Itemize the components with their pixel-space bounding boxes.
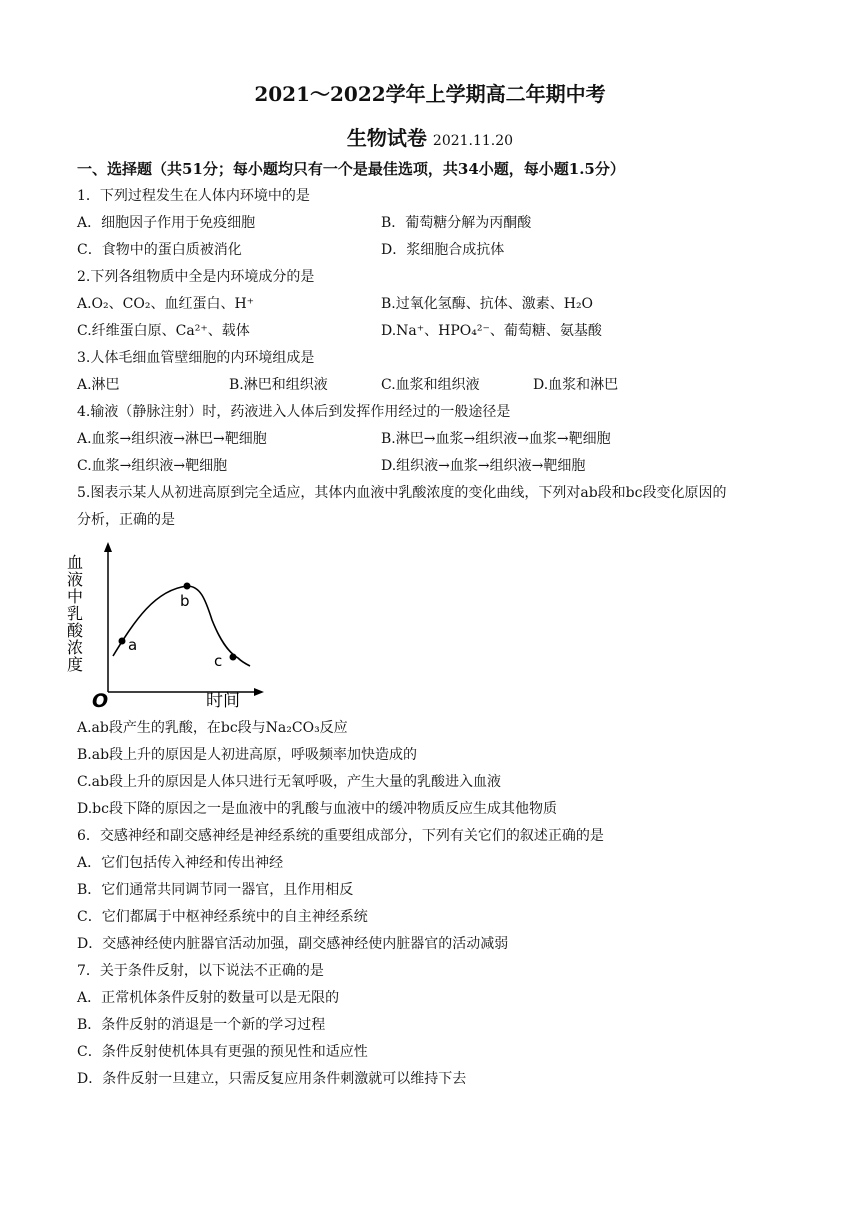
q6-option-a: A．它们包括传入神经和传出神经: [77, 855, 284, 871]
point-a-label: a: [128, 636, 138, 654]
q3-option-d: D.血浆和淋巴: [533, 377, 619, 393]
q5-stem-line1: 5.图表示某人从初进高原到完全适应，其体内血液中乳酸浓度的变化曲线，下列对ab段和bc段变化原因的: [77, 485, 727, 501]
q1-option-a: A．细胞因子作用于免疫细胞: [77, 215, 256, 231]
point-c-marker: [230, 654, 237, 661]
q1-option-c: C．食物中的蛋白质被消化: [77, 242, 242, 258]
origin-label: O: [92, 690, 109, 712]
x-axis-label: 时间: [206, 691, 240, 711]
q5-option-c: C.ab段上升的原因是人体只进行无氧呼吸，产生大量的乳酸进入血液: [77, 774, 501, 790]
y-axis-arrow: [104, 542, 112, 552]
point-c-label: c: [214, 652, 223, 670]
q1-option-d: D．浆细胞合成抗体: [381, 242, 505, 258]
point-b-marker: [184, 583, 191, 590]
q5-option-b: B.ab段上升的原因是人初进高原，呼吸频率加快造成的: [77, 747, 418, 763]
q3-stem: 3.人体毛细血管壁细胞的内环境组成是: [77, 350, 315, 366]
q6-option-d: D．交感神经使内脏器官活动加强，副交感神经使内脏器官的活动减弱: [77, 936, 509, 952]
q5-stem-line2: 分析，正确的是: [77, 512, 175, 528]
q5-option-a: A.ab段产生的乳酸，在bc段与Na₂CO₃反应: [77, 720, 348, 736]
x-axis-arrow: [254, 688, 264, 696]
exam-date: 2021.11.20: [432, 133, 514, 149]
q2-stem: 2.下列各组物质中全是内环境成分的是: [77, 269, 315, 285]
q4-stem: 4.输液（静脉注射）时，药液进入人体后到发挥作用经过的一般途径是: [77, 404, 511, 420]
subject-title: 生物试卷: [346, 126, 427, 150]
q1-option-b: B．葡萄糖分解为丙酮酸: [381, 215, 532, 231]
q2-option-d: D.Na⁺、HPO₄²⁻、葡萄糖、氨基酸: [381, 323, 602, 339]
lactate-curve-figure: [64, 540, 270, 712]
point-a-marker: [119, 638, 126, 645]
exam-title: 2021～2022学年上学期高二年期中考: [254, 82, 606, 106]
q7-option-c: C．条件反射使机体具有更强的预见性和适应性: [77, 1044, 368, 1060]
q3-option-a: A.淋巴: [77, 377, 120, 393]
q5-option-d: D.bc段下降的原因之一是血液中的乳酸与血液中的缓冲物质反应生成其他物质: [77, 801, 557, 817]
q1-stem: 1．下列过程发生在人体内环境中的是: [77, 188, 310, 204]
q4-option-c: C.血浆→组织液→靶细胞: [77, 458, 228, 474]
exam-subtitle: [0, 122, 860, 151]
q7-option-b: B．条件反射的消退是一个新的学习过程: [77, 1017, 326, 1033]
q7-stem: 7．关于条件反射，以下说法不正确的是: [77, 963, 324, 979]
q7-option-a: A．正常机体条件反射的数量可以是无限的: [77, 990, 340, 1006]
y-axis-label: 血液中乳酸浓度: [64, 554, 84, 673]
q4-option-d: D.组织液→血浆→组织液→靶细胞: [381, 458, 586, 474]
q6-stem: 6．交感神经和副交感神经是神经系统的重要组成部分，下列有关它们的叙述正确的是: [77, 828, 604, 844]
q2-option-a: A.O₂、CO₂、血红蛋白、H⁺: [77, 296, 255, 312]
q4-option-b: B.淋巴→血浆→组织液→血浆→靶细胞: [381, 431, 611, 447]
q6-option-b: B．它们通常共同调节同一器官，且作用相反: [77, 882, 354, 898]
q6-option-c: C．它们都属于中枢神经系统中的自主神经系统: [77, 909, 368, 925]
q7-option-d: D．条件反射一旦建立，只需反复应用条件刺激就可以维持下去: [77, 1071, 467, 1087]
q3-option-b: B.淋巴和组织液: [229, 377, 328, 393]
section-heading: 一、选择题（共51分；每小题均只有一个是最佳选项，共34小题，每小题1.5分）: [77, 160, 625, 178]
q2-option-b: B.过氧化氢酶、抗体、激素、H₂O: [381, 296, 594, 312]
q4-option-a: A.血浆→组织液→淋巴→靶细胞: [77, 431, 267, 447]
q2-option-c: C.纤维蛋白原、Ca²⁺、载体: [77, 323, 250, 339]
point-b-label: b: [180, 592, 190, 610]
q3-option-c: C.血浆和组织液: [381, 377, 480, 393]
